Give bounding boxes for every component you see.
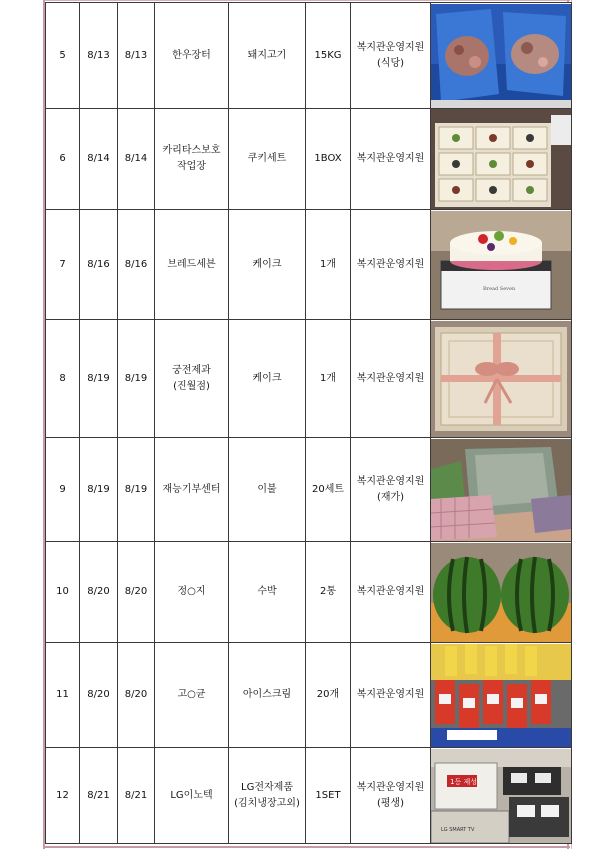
received-date: 8/21 <box>80 748 118 844</box>
recipient-dept: 복지관운영지원 (평생) <box>351 748 431 844</box>
table-row <box>46 643 572 748</box>
donor-name: 카리타스보호 작업장 <box>155 109 229 210</box>
row-number: 12 <box>46 748 80 844</box>
item-quantity: 1BOX <box>306 109 351 210</box>
table-row <box>46 3 572 109</box>
page-top-edge <box>43 0 570 1</box>
delivered-date: 8/13 <box>118 3 155 109</box>
recipient-dept: 복지관운영지원 <box>351 643 431 748</box>
table-row <box>46 210 572 320</box>
item-name: 수박 <box>229 542 306 643</box>
fruit-cake-photo <box>431 210 572 320</box>
delivered-date: 8/19 <box>118 320 155 438</box>
item-quantity: 1개 <box>306 210 351 320</box>
item-name: 돼지고기 <box>229 3 306 109</box>
item-quantity: 20세트 <box>306 438 351 542</box>
donor-name: 궁전제과 (진월점) <box>155 320 229 438</box>
item-name: 케이크 <box>229 210 306 320</box>
lg-box-brand: LG SMART TV <box>441 826 475 833</box>
donor-name: 브레드세븐 <box>155 210 229 320</box>
item-quantity: 2통 <box>306 542 351 643</box>
donation-table <box>45 2 572 844</box>
lg-appliances-photo <box>431 748 572 844</box>
item-name: 이불 <box>229 438 306 542</box>
table-row <box>46 438 572 542</box>
delivered-date: 8/21 <box>118 748 155 844</box>
donor-name: 고○균 <box>155 643 229 748</box>
delivered-date: 8/19 <box>118 438 155 542</box>
received-date: 8/13 <box>80 3 118 109</box>
table-row <box>46 748 572 844</box>
page-bottom-edge <box>43 846 570 848</box>
item-name: 쿠키세트 <box>229 109 306 210</box>
received-date: 8/16 <box>80 210 118 320</box>
row-number: 5 <box>46 3 80 109</box>
row-number: 11 <box>46 643 80 748</box>
table-row <box>46 320 572 438</box>
item-name: 케이크 <box>229 320 306 438</box>
lg-box-tag: 1등 제성 <box>450 777 477 786</box>
donor-name: 한우장터 <box>155 3 229 109</box>
recipient-dept: 복지관운영지원 <box>351 542 431 643</box>
cookie-set-photo <box>431 109 572 210</box>
received-date: 8/19 <box>80 438 118 542</box>
delivered-date: 8/20 <box>118 643 155 748</box>
received-date: 8/20 <box>80 542 118 643</box>
bagged-meat-photo <box>431 3 572 109</box>
received-date: 8/20 <box>80 643 118 748</box>
recipient-dept: 복지관운영지원 <box>351 109 431 210</box>
item-quantity: 20개 <box>306 643 351 748</box>
item-name: 아이스크림 <box>229 643 306 748</box>
received-date: 8/19 <box>80 320 118 438</box>
row-number: 7 <box>46 210 80 320</box>
donor-name: LG이노텍 <box>155 748 229 844</box>
recipient-dept: 복지관운영지원 (재가) <box>351 438 431 542</box>
table-row <box>46 542 572 643</box>
row-number: 10 <box>46 542 80 643</box>
item-name: LG전자제품 (김치냉장고외) <box>229 748 306 844</box>
blankets-photo <box>431 438 572 542</box>
ice-cream-photo <box>431 643 572 748</box>
watermelons-photo <box>431 542 572 643</box>
delivered-date: 8/20 <box>118 542 155 643</box>
recipient-dept: 복지관운영지원 (식당) <box>351 3 431 109</box>
donor-name: 정○지 <box>155 542 229 643</box>
row-number: 9 <box>46 438 80 542</box>
delivered-date: 8/16 <box>118 210 155 320</box>
item-quantity: 1SET <box>306 748 351 844</box>
row-number: 6 <box>46 109 80 210</box>
item-quantity: 1개 <box>306 320 351 438</box>
table-row <box>46 109 572 210</box>
donor-name: 재능기부센터 <box>155 438 229 542</box>
received-date: 8/14 <box>80 109 118 210</box>
cake-box-brand: Bread Seven <box>483 285 516 292</box>
recipient-dept: 복지관운영지원 <box>351 210 431 320</box>
item-quantity: 15KG <box>306 3 351 109</box>
delivered-date: 8/14 <box>118 109 155 210</box>
recipient-dept: 복지관운영지원 <box>351 320 431 438</box>
row-number: 8 <box>46 320 80 438</box>
cake-box-photo <box>431 320 572 438</box>
